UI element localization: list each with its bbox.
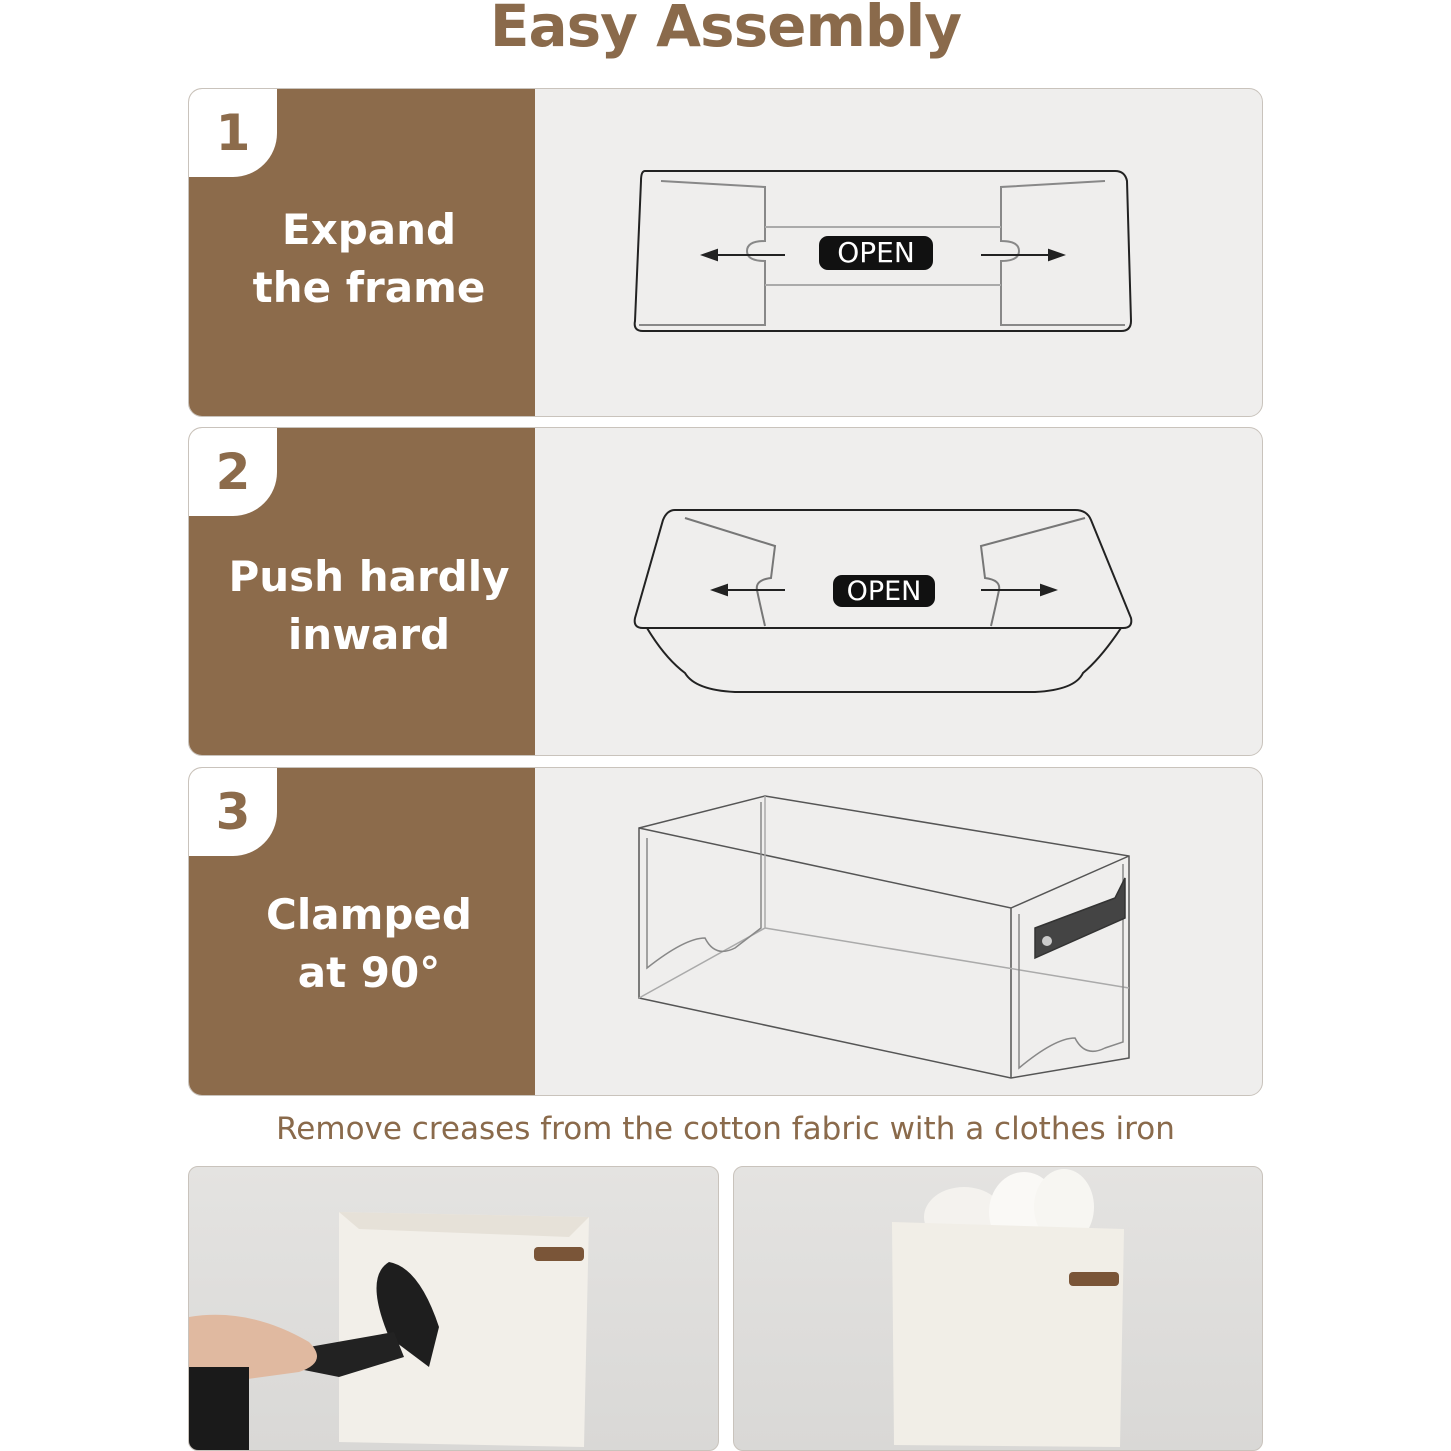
steamer-basket-image: [189, 1167, 719, 1451]
step-3-sidebar: [189, 768, 535, 1095]
basket-towels-image: [734, 1167, 1263, 1451]
caption-text: Remove creases from the cotton fabric with a clothes iron: [276, 1111, 1175, 1147]
step-1-illustration: [535, 89, 1262, 416]
step-1-panel: [188, 88, 1263, 417]
step-3-illustration: [535, 768, 1262, 1095]
open-tag: OPEN: [846, 576, 922, 607]
frame-push-illustration: [535, 428, 1263, 756]
open-tag: OPEN: [837, 236, 915, 269]
step-label: [189, 201, 535, 317]
page-title: Easy Assembly: [489, 0, 962, 60]
step-3-panel: [188, 767, 1263, 1096]
step-label-line: the frame: [252, 263, 486, 312]
step-label-line: inward: [287, 610, 451, 659]
step-number: 1: [189, 89, 277, 177]
step-label: [189, 548, 535, 664]
step-number: 2: [189, 428, 277, 516]
step-2-panel: [188, 427, 1263, 756]
step-2-sidebar: [189, 428, 535, 755]
frame-expand-illustration: [535, 89, 1263, 417]
clamped-box-illustration: [535, 768, 1263, 1096]
step-number: 3: [189, 768, 277, 856]
photo-steaming-basket: [188, 1166, 719, 1451]
step-1-sidebar: [189, 89, 535, 416]
step-label: [189, 886, 535, 1002]
photo-basket-with-towels: [733, 1166, 1263, 1451]
step-2-illustration: [535, 428, 1262, 755]
step-label-line: Clamped: [266, 890, 472, 939]
step-label-line: Push hardly: [228, 552, 510, 601]
step-label-line: at 90°: [297, 948, 441, 997]
step-label-line: Expand: [281, 205, 457, 254]
